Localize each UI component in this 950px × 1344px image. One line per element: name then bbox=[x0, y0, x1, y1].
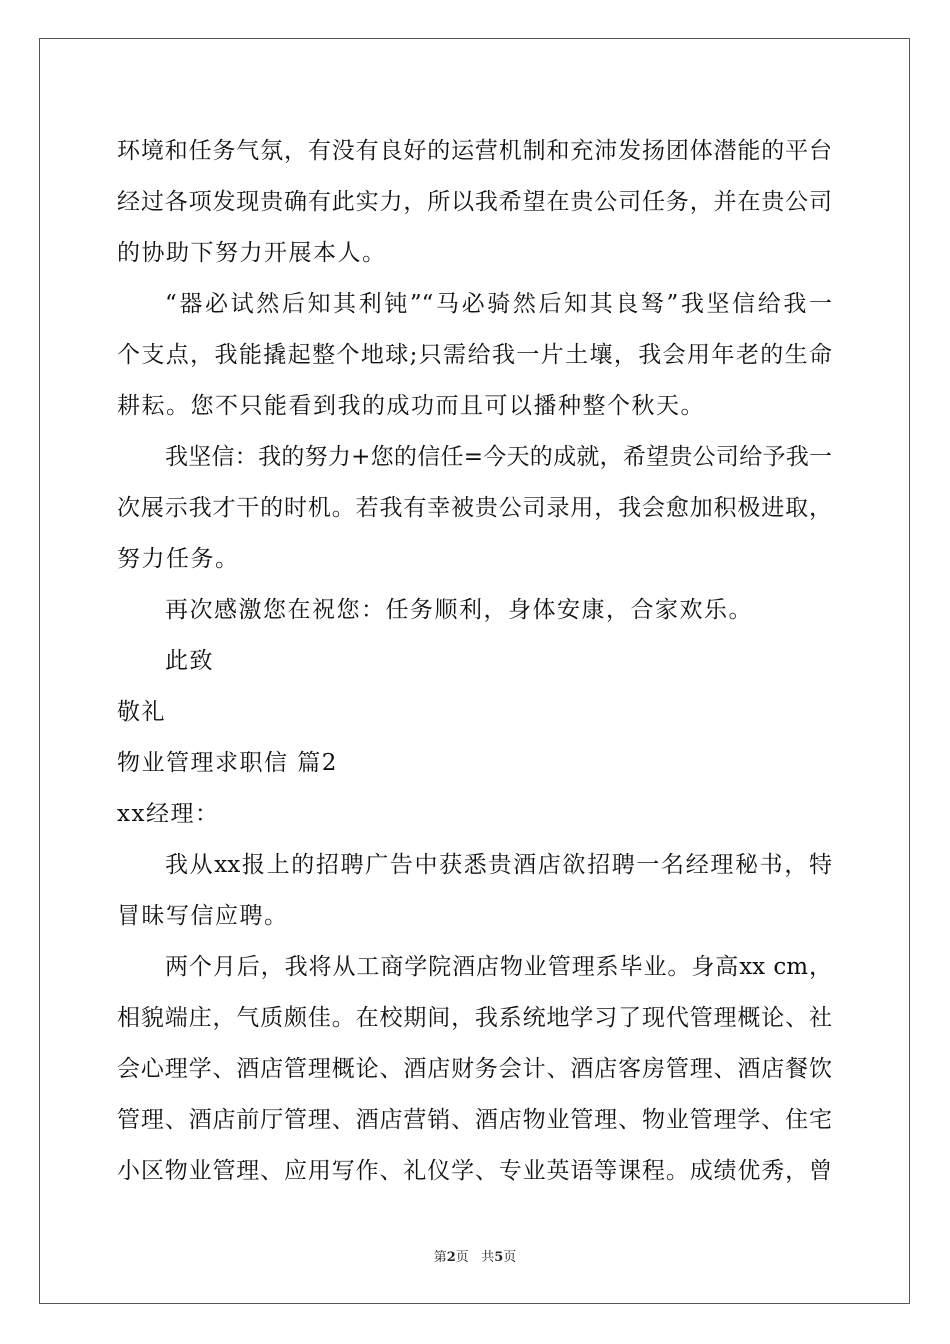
closing-salutation: 此致 bbox=[165, 648, 214, 674]
body-line: “器必试然后知其利钝”“马必骑然后知其良驽”我坚信给我一 bbox=[165, 291, 832, 317]
page-current: 2 bbox=[446, 1250, 456, 1265]
page-mid: 页 共 bbox=[455, 1250, 495, 1265]
page-number-footer bbox=[0, 1246, 950, 1265]
body-line: 我坚信：我的努力+您的信任=今天的成就，希望贵公司给予我一 bbox=[165, 444, 832, 470]
body-line: 环境和任务气氛，有没有良好的运营机制和充沛发扬团体潜能的平台 bbox=[117, 138, 832, 164]
page-suffix: 页 bbox=[503, 1250, 517, 1265]
body-line: 努力任务。 bbox=[117, 546, 240, 572]
document-body bbox=[117, 126, 832, 1197]
page-prefix: 第 bbox=[433, 1250, 447, 1265]
body-line: 经过各项发现贵确有此实力，所以我希望在贵公司任务，并在贵公司 bbox=[117, 189, 832, 215]
body-line: 会心理学、酒店管理概论、酒店财务会计、酒店客房管理、酒店餐饮 bbox=[117, 1056, 832, 1082]
body-line: 我从xx报上的招聘广告中获悉贵酒店欲招聘一名经理秘书，特 bbox=[165, 852, 832, 878]
section-heading: 物业管理求职信 篇2 bbox=[117, 750, 338, 776]
body-line: 相貌端庄，气质颇佳。在校期间，我系统地学习了现代管理概论、社 bbox=[117, 1005, 832, 1031]
body-line: 耕耘。您不只能看到我的成功而且可以播种整个秋天。 bbox=[117, 393, 705, 419]
body-line: 的协助下努力开展本人。 bbox=[117, 240, 387, 266]
body-line: 次展示我才干的时机。若我有幸被贵公司录用，我会愈加积极进取， bbox=[117, 495, 832, 521]
letter-greeting: xx经理： bbox=[117, 801, 220, 827]
body-line: 两个月后，我将从工商学院酒店物业管理系毕业。身高xx cm， bbox=[165, 954, 832, 980]
body-line: 管理、酒店前厅管理、酒店营销、酒店物业管理、物业管理学、住宅 bbox=[117, 1107, 832, 1133]
body-line: 冒昧写信应聘。 bbox=[117, 903, 289, 929]
closing-wish: 再次感激您在祝您：任务顺利，身体安康，合家欢乐。 bbox=[165, 597, 753, 623]
closing-regards: 敬礼 bbox=[117, 699, 166, 725]
body-line: 小区物业管理、应用写作、礼仪学、专业英语等课程。成绩优秀，曾 bbox=[117, 1158, 832, 1184]
body-line: 个支点，我能撬起整个地球;只需给我一片土壤，我会用年老的生命 bbox=[117, 342, 832, 368]
page-total: 5 bbox=[494, 1250, 504, 1265]
